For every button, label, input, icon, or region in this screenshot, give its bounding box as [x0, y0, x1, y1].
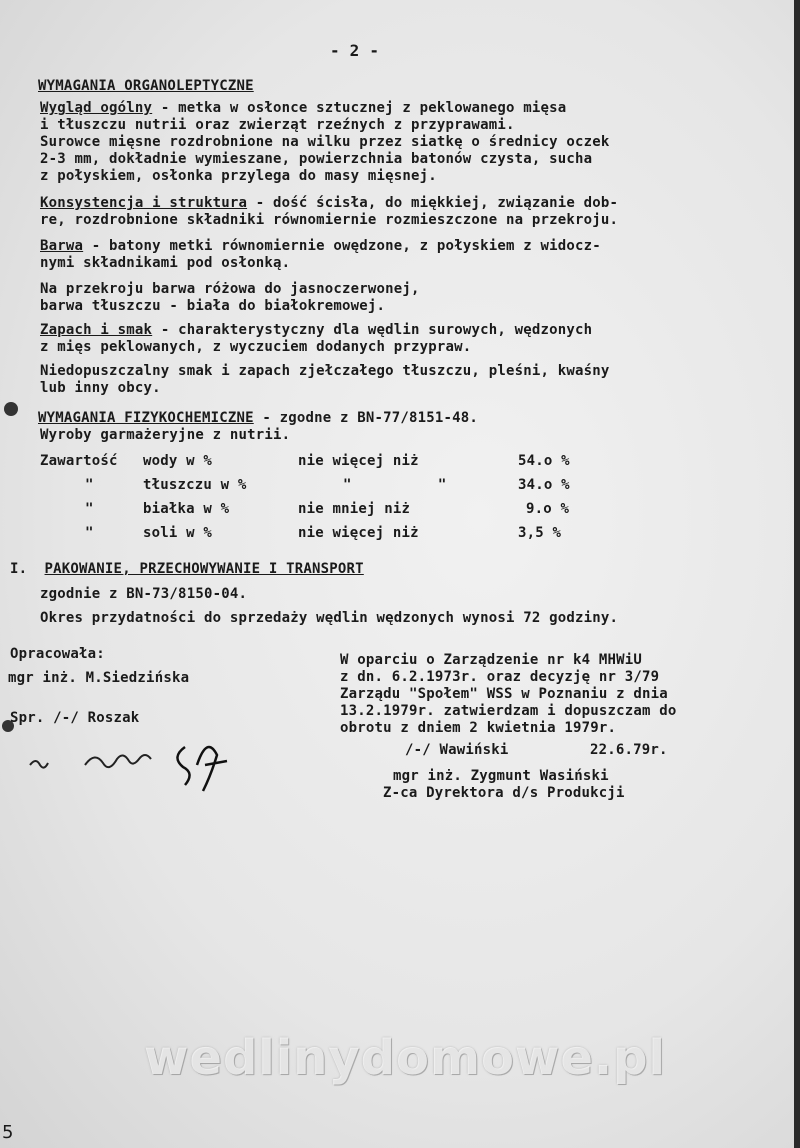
approval-text: W oparciu o Zarządzenie nr k4 MHWiU — [340, 652, 643, 668]
row-value: 54.o % — [518, 453, 570, 469]
packaging-heading: PAKOWANIE, PRZECHOWYWANIE I TRANSPORT — [44, 561, 364, 577]
row-condition: nie więcej niż — [298, 453, 419, 469]
shelf-life-text: Okres przydatności do sprzedaży wędlin wędzonych wynosi 72 godziny. — [40, 610, 619, 626]
packaging-line — [10, 561, 364, 578]
prepared-name: mgr inż. M.Siedzińska — [8, 670, 190, 686]
row-condition: " " — [343, 477, 447, 493]
checked-by: Spr. /-/ Roszak — [10, 710, 140, 726]
cross-section-text: barwa tłuszczu - biała do białokremowej. — [40, 298, 386, 314]
watermark: wedlinydomowe.pl — [144, 1030, 666, 1086]
approval-date: 22.6.79r. — [590, 742, 668, 758]
director-name: mgr inż. Zygmunt Wasiński — [393, 768, 609, 784]
cross-section-text: Na przekroju barwa różowa do jasnoczerwonej, — [40, 281, 420, 297]
physicochemical-line — [38, 410, 478, 427]
physicochemical-standard: - zgodne z BN-77/8151-48. — [253, 410, 479, 426]
smell-line — [40, 322, 592, 339]
smell-text: - charakterystyczny dla wędlin surowych, wędzonych — [152, 322, 593, 338]
smell-label: Zapach i smak — [40, 322, 153, 338]
unacceptable-text: Niedopuszczalny smak i zapach zjełczałego tłuszczu, pleśni, kwaśny — [40, 363, 610, 379]
row-value: 3,5 % — [518, 525, 562, 541]
physicochemical-subtitle: Wyroby garmażeryjne z nutrii. — [40, 427, 291, 443]
color-text: - batony metki równomiernie owędzone, z połyskiem z widocz- — [83, 238, 601, 254]
appearance-text: z połyskiem, osłonka przylega do masy mięsnej. — [40, 168, 437, 184]
approval-text: 13.2.1979r. zatwierdzam i dopuszczam do — [340, 703, 677, 719]
consistency-line — [40, 195, 618, 212]
row-name: tłuszczu w % — [143, 477, 247, 493]
color-label: Barwa — [40, 238, 84, 254]
appearance-text: Surowce mięsne rozdrobnione na wilku przez siatkę o średnicy oczek — [40, 134, 610, 150]
row-condition: nie mniej niż — [298, 501, 411, 517]
row-value: 9.o % — [526, 501, 570, 517]
row-prefix: Zawartość — [40, 453, 118, 469]
appearance-text: i tłuszczu nutrii oraz zwierząt rzeźnych z przyprawami. — [40, 117, 515, 133]
physicochemical-heading: WYMAGANIA FIZYKOCHEMICZNE — [38, 410, 254, 426]
approval-text: z dn. 6.2.1973r. oraz decyzję nr 3/79 — [340, 669, 660, 685]
appearance-label: Wygląd ogólny — [40, 100, 153, 116]
prepared-label: Opracowała: — [10, 646, 105, 662]
organoleptic-heading: WYMAGANIA ORGANOLEPTYCZNE — [38, 78, 254, 94]
handwritten-signature — [25, 735, 255, 795]
approval-text: Zarządu "Społem" WSS w Poznaniu z dnia — [340, 686, 668, 702]
consistency-text: - dość ścisła, do miękkiej, związanie dob- — [247, 195, 619, 211]
row-prefix: " — [85, 501, 94, 517]
row-condition: nie więcej niż — [298, 525, 419, 541]
director-title: Z-ca Dyrektora d/s Produkcji — [383, 785, 625, 801]
corner-mark: 5 — [2, 1122, 14, 1143]
color-text: nymi składnikami pod osłonką. — [40, 255, 291, 271]
approval-text: obrotu z dniem 2 kwietnia 1979r. — [340, 720, 617, 736]
appearance-text: 2-3 mm, dokładnie wymieszane, powierzchnia batonów czysta, sucha — [40, 151, 593, 167]
color-line — [40, 238, 601, 255]
row-name: soli w % — [143, 525, 213, 541]
row-name: wody w % — [143, 453, 213, 469]
packaging-numeral: I. — [10, 561, 28, 577]
unacceptable-text: lub inny obcy. — [40, 380, 161, 396]
page-number: - 2 - — [330, 41, 380, 60]
signed-by: /-/ Wawiński — [405, 742, 509, 758]
row-prefix: " — [85, 525, 94, 541]
page-edge — [794, 0, 800, 1148]
row-name: białka w % — [143, 501, 230, 517]
punch-hole — [4, 402, 18, 416]
row-prefix: " — [85, 477, 94, 493]
consistency-text: re, rozdrobnione składniki równomiernie rozmieszczone na przekroju. — [40, 212, 619, 228]
consistency-label: Konsystencja i struktura — [40, 195, 248, 211]
row-value: 34.o % — [518, 477, 570, 493]
packaging-standard: zgodnie z BN-73/8150-04. — [40, 586, 248, 602]
appearance-text: - metka w osłonce sztucznej z peklowanego mięsa — [152, 100, 567, 116]
smell-text: z mięs peklowanych, z wyczuciem dodanych przypraw. — [40, 339, 472, 355]
appearance-line — [40, 100, 566, 117]
